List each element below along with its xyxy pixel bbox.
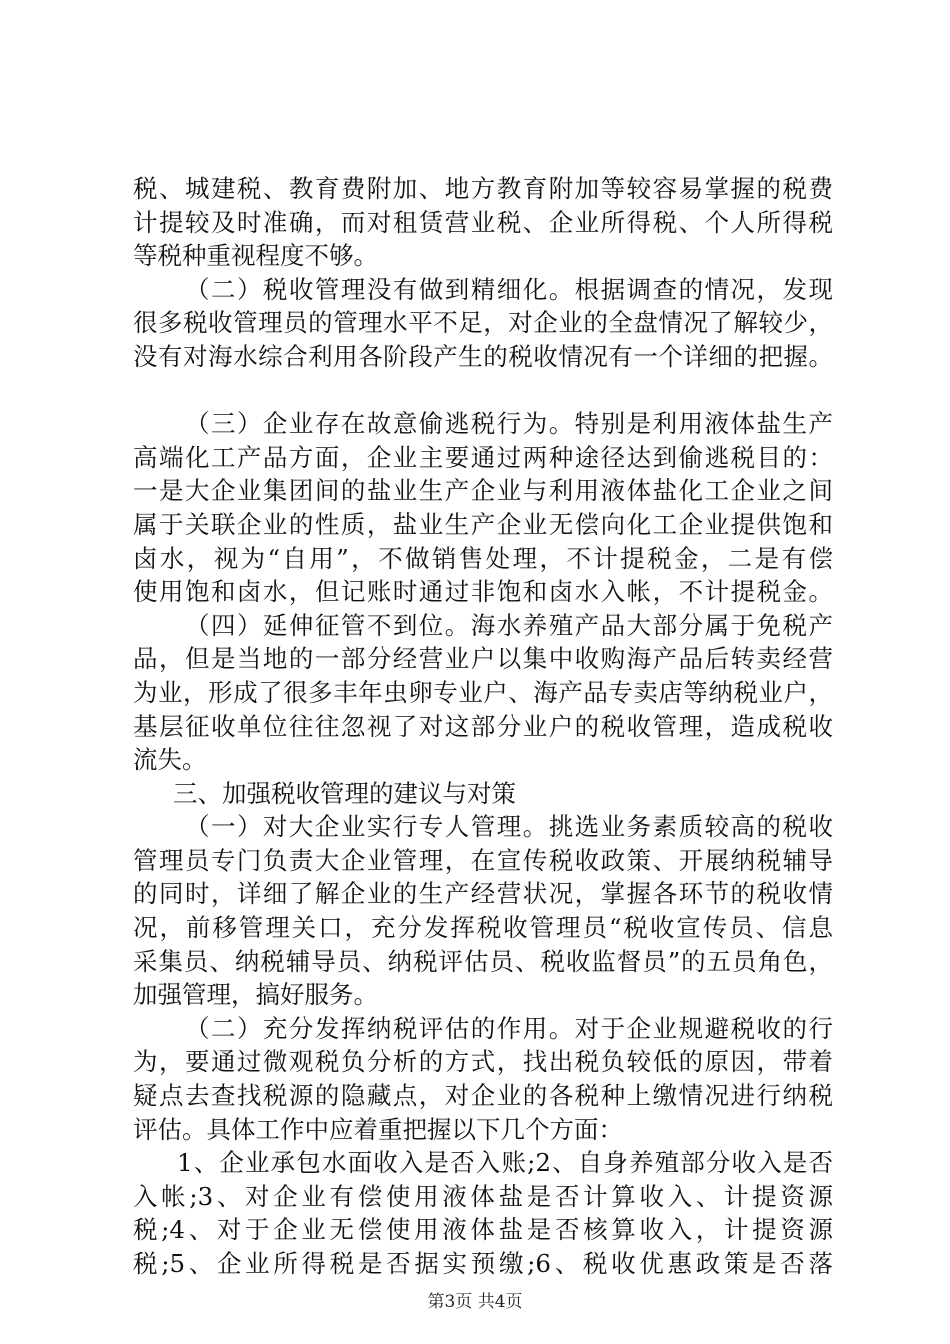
text-line: 况，前移管理关口，充分发挥税收管理员“税收宣传员、信息: [133, 913, 833, 943]
text-line: 疑点去查找税源的隐藏点，对企业的各税种上缴情况进行纳税: [133, 1081, 833, 1111]
text-line: 税;5、企业所得税是否据实预缴;6、税收优惠政策是否落: [133, 1249, 833, 1278]
text-line: 品，但是当地的一部分经营业户以集中收购海产品后转卖经营: [133, 644, 833, 674]
text-line: 等税种重视程度不够。: [133, 241, 378, 271]
text-line: 评估。具体工作中应着重把握以下几个方面：: [133, 1114, 623, 1144]
text-line: 流失。: [133, 745, 207, 775]
text-line: 的同时，详细了解企业的生产经营状况，掌握各环节的税收情: [133, 879, 833, 909]
text-line: 很多税收管理员的管理水平不足，对企业的全盘情况了解较少，: [133, 308, 833, 338]
text-line: （三）企业存在故意偷逃税行为。特别是利用液体盐生产: [185, 409, 833, 439]
text-line: （四）延伸征管不到位。海水养殖产品大部分属于免税产: [185, 610, 833, 640]
text-line: 为业，形成了很多丰年虫卵专业户、海产品专卖店等纳税业户，: [133, 677, 833, 707]
text-line: 属于关联企业的性质，盐业生产企业无偿向化工企业提供饱和: [133, 509, 833, 539]
text-line: （一）对大企业实行专人管理。挑选业务素质较高的税收: [185, 812, 833, 842]
text-line: 高端化工产品方面，企业主要通过两种途径达到偷逃税目的：: [133, 442, 833, 472]
text-line: 为，要通过微观税负分析的方式，找出税负较低的原因，带着: [133, 1047, 833, 1077]
section-heading: 三、加强税收管理的建议与对策: [173, 778, 516, 808]
text-line: 1、企业承包水面收入是否入账;2、自身养殖部分收入是否: [177, 1148, 833, 1178]
text-line: 税、城建税、教育费附加、地方教育附加等较容易掌握的税费: [133, 174, 833, 203]
text-line: 采集员、纳税辅导员、纳税评估员、税收监督员”的五员角色，: [133, 946, 833, 976]
text-line: 使用饱和卤水，但记账时通过非饱和卤水入帐，不计提税金。: [133, 577, 833, 607]
text-line: 基层征收单位往往忽视了对这部分业户的税收管理，造成税收: [133, 711, 833, 741]
text-line: 税;4、对于企业无偿使用液体盐是否核算收入，计提资源: [133, 1215, 833, 1245]
text-line: 计提较及时准确，而对租赁营业税、企业所得税、个人所得税: [133, 207, 833, 237]
text-line: （二）税收管理没有做到精细化。根据调查的情况，发现: [185, 274, 833, 304]
text-line: 加强管理，搞好服务。: [133, 980, 378, 1010]
text-line: 管理员专门负责大企业管理，在宣传税收政策、开展纳税辅导: [133, 845, 833, 875]
body-text: [133, 172, 833, 1281]
page-number-footer: 第3页 共4页: [427, 1292, 523, 1312]
text-line: 入帐;3、对企业有偿使用液体盐是否计算收入、计提资源: [133, 1181, 833, 1211]
text-line: （二）充分发挥纳税评估的作用。对于企业规避税收的行: [185, 1013, 833, 1043]
text-line: 一是大企业集团间的盐业生产企业与利用液体盐化工企业之间: [133, 476, 833, 506]
text-line: 没有对海水综合利用各阶段产生的税收情况有一个详细的把握。: [133, 341, 833, 371]
blank-line: [133, 374, 833, 408]
text-line: 卤水，视为“自用”，不做销售处理，不计提税金，二是有偿: [133, 543, 833, 573]
